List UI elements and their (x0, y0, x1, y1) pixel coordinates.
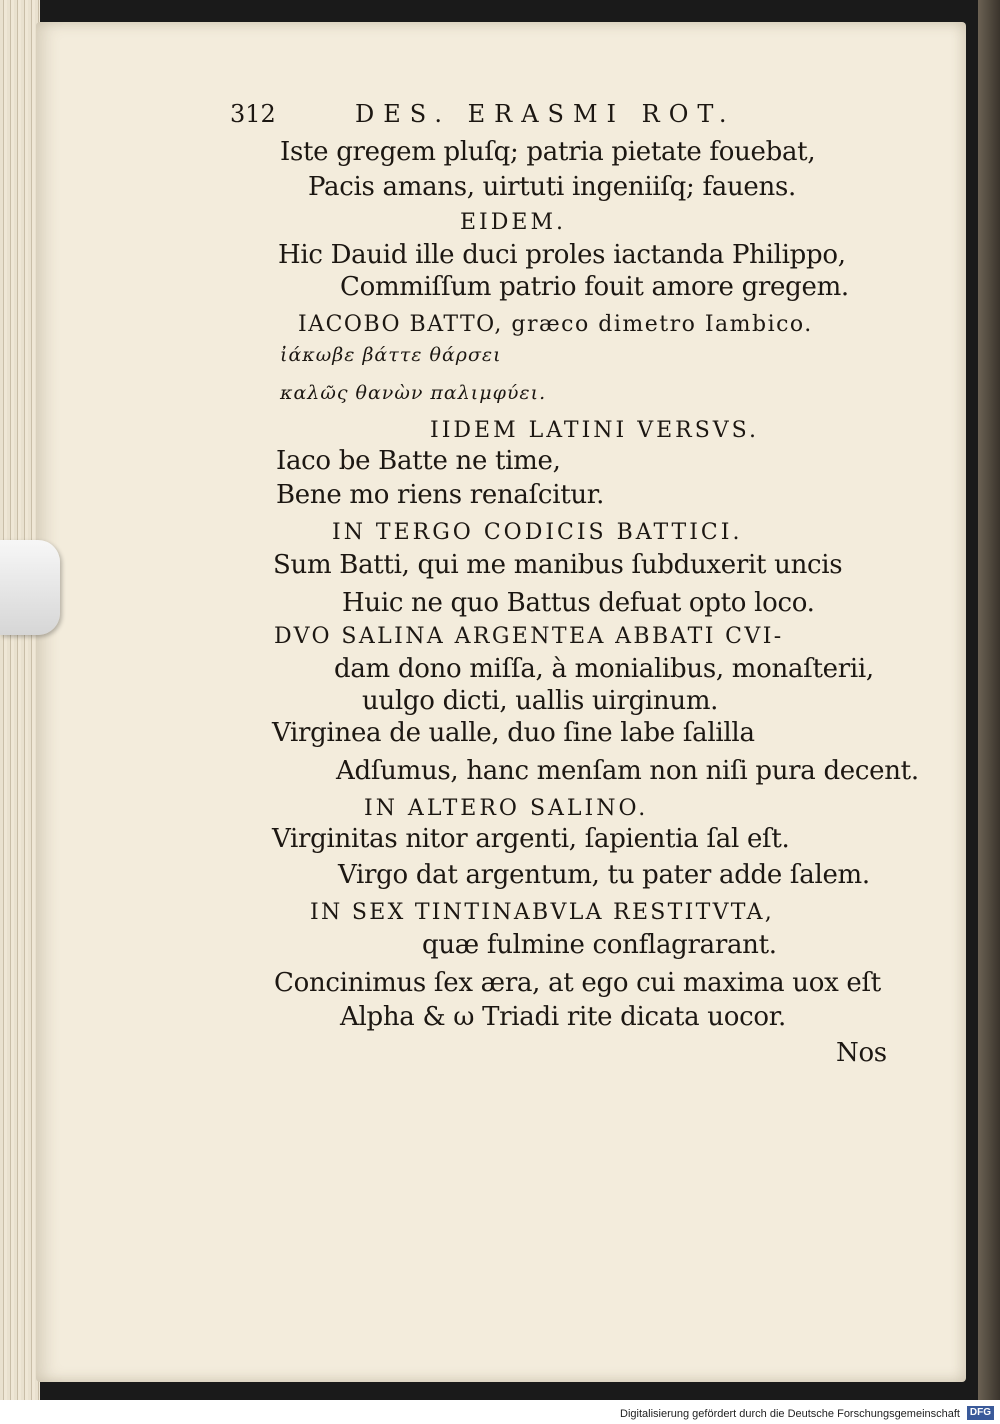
book-page-edges (0, 0, 40, 1400)
verse-line: Iste gregem pluſq; patria pietate fouebat, (280, 137, 816, 167)
section-heading: DVO SALINA ARGENTEA ABBATI CVI- (274, 624, 784, 649)
verse-line: Bene mo riens renaſcitur. (276, 480, 605, 510)
verse-line: uulgo dicti, uallis uirginum. (362, 686, 719, 716)
catchword: Nos (836, 1038, 887, 1068)
section-heading: IN TERGO CODICIS BATTICI. (332, 520, 743, 545)
verse-line: Virgo dat argentum, tu pater adde ſalem. (338, 860, 870, 890)
verse-line: Concinimus ſex æra, at ego cui maxima uox eſt (274, 968, 881, 998)
verse-line: Sum Batti, qui me manibus ſubduxerit uncis (273, 550, 843, 580)
section-heading: IN SEX TINTINABVLA RESTITVTA, (310, 900, 775, 925)
section-heading: EIDEM. (460, 210, 566, 235)
page-number: 312 (230, 100, 276, 128)
verse-line: Hic Dauid ille duci proles iactanda Philippo, (278, 240, 846, 270)
section-heading: IACOBO BATTO, græco dimetro Iambico. (298, 312, 813, 337)
verse-line: Pacis amans, uirtuti ingeniiſq; fauens. (308, 172, 796, 202)
section-heading: IN ALTERO SALINO. (364, 796, 649, 821)
verse-line: Commiſſum patrio fouit amore gregem. (340, 272, 849, 302)
verse-line: Adſumus, hanc menſam non niſi pura decent. (336, 756, 919, 786)
verse-line: Virginea de ualle, duo ſine labe ſalilla (272, 718, 755, 748)
greek-verse-line: καλῶς θανὼν παλιμφύει. (280, 382, 547, 404)
section-heading: IIDEM LATINI VERSVS. (430, 418, 759, 443)
verse-line: Virginitas nitor argenti, ſapientia ſal eſt. (272, 824, 790, 854)
running-title: DES. ERASMI ROT. (355, 100, 736, 128)
dfg-logo: DFG (967, 1406, 994, 1420)
verse-line: dam dono miſſa, à monialibus, monaſterii, (334, 654, 874, 684)
page-clip (0, 540, 60, 635)
footer-bar (0, 1400, 1000, 1424)
verse-line: quæ fulmine conflagrarant. (422, 930, 777, 960)
greek-verse-line: ἰάκωβε βάττε θάρσει (280, 344, 502, 366)
verse-line: Alpha & ω Triadi rite dicata uocor. (340, 1002, 786, 1032)
book-binding (978, 0, 1000, 1400)
verse-line: Iaco be Batte ne time, (276, 446, 561, 476)
verse-line: Huic ne quo Battus defuat opto loco. (342, 588, 815, 618)
funding-notice: Digitalisierung gefördert durch die Deutsche Forschungsgemeinschaft (620, 1408, 960, 1420)
